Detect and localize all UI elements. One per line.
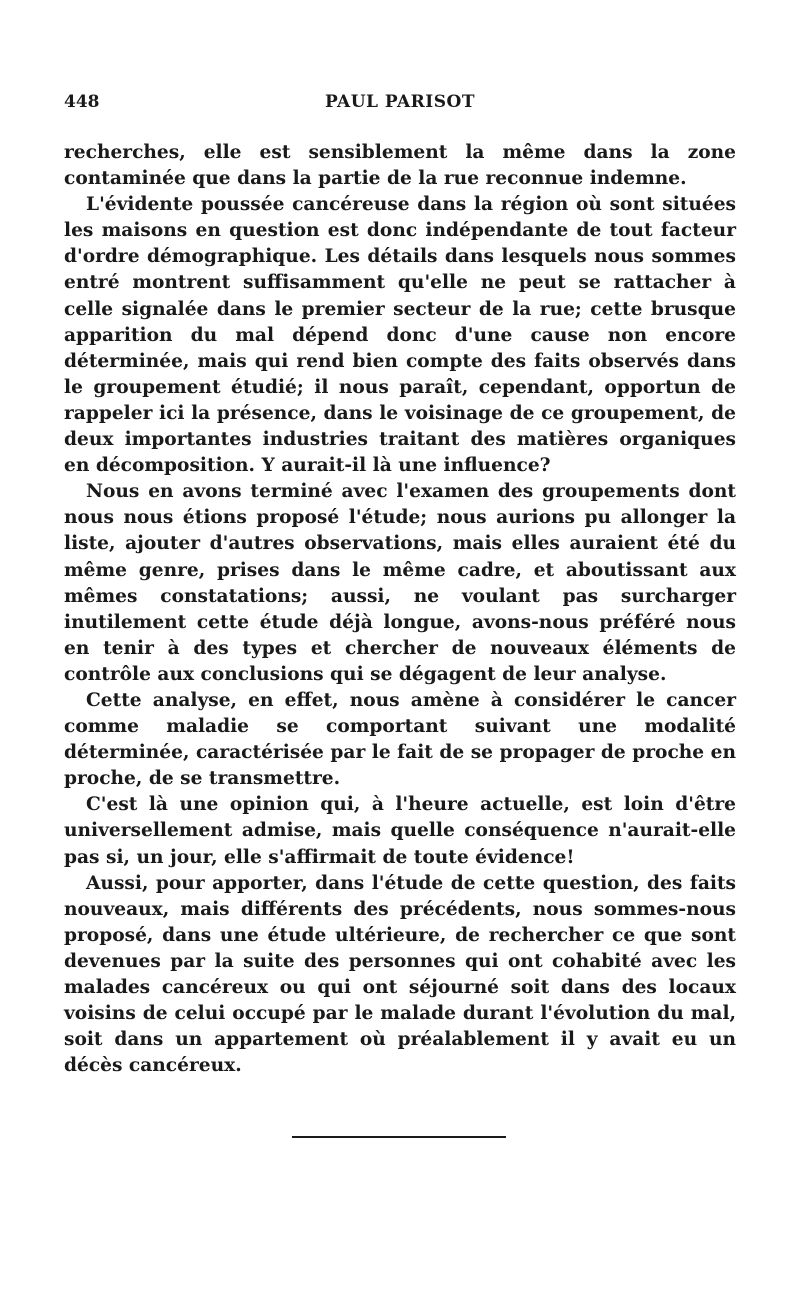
body-text [64, 140, 736, 1079]
paragraph-continuation: recherches, elle est sensiblement la même dans la zone contaminée que dans la partie de la rue reconnue indemne. [64, 142, 736, 190]
paragraph: C'est là une opinion qui, à l'heure actuelle, est loin d'être universellement admise, mais quelle conséquence n'aurait-elle pas si, un jour, elle s'affirmait de toute évidence! [64, 794, 736, 868]
paragraph: Nous en avons terminé avec l'examen des groupements dont nous nous étions proposé l'étude; nous aurions pu allonger la liste, ajouter d'autres observations, mais elles auraient été du même genre, prises dans le même cadre, et aboutissant aux mêmes constatations; aussi, ne voulant pas surcharger inutilement cette étude déjà longue, avons-nous préféré nous en tenir à des types et chercher de nouveaux éléments de contrôle aux conclusions qui se dégagent de leur analyse. [64, 481, 736, 685]
section-end-rule [292, 1136, 506, 1138]
running-title: PAUL PARISOT [325, 92, 475, 112]
paragraph: Aussi, pour apporter, dans l'étude de cette question, des faits nouveaux, mais différents des précédents, nous sommes-nous proposé, dans une étude ultérieure, de rechercher ce que sont devenues par la suite des personnes qui ont cohabité avec les malades cancéreux ou qui ont séjourné soit dans des locaux voisins de celui occupé par le malade durant l'évolution du mal, soit dans un appartement où préalablement il y avait eu un décès cancéreux. [64, 872, 736, 1077]
paragraph: Cette analyse, en effet, nous amène à considérer le cancer comme maladie se comportant suivant une modalité déterminée, caractérisée par le fait de se propager de proche en proche, de se transmettre. [64, 689, 736, 790]
paragraph: L'évidente poussée cancéreuse dans la région où sont situées les maisons en question est donc indépendante de tout facteur d'ordre démographique. Les détails dans lesquels nous sommes entré montrent suffisamment qu'elle ne peut se rattacher à celle signalée dans le premier secteur de la rue; cette brusque apparition du mal dépend donc d'une cause non encore déterminée, mais qui rend bien compte des faits observés dans le groupement étudié; il nous paraît, cependant, opportun de rappeler ici la présence, dans le voisinage de ce groupement, de deux importantes industries traitant des matières organiques en décomposition. Y aurait-il là une influence? [64, 194, 736, 477]
page-number: 448 [64, 92, 100, 112]
running-head [64, 92, 736, 116]
